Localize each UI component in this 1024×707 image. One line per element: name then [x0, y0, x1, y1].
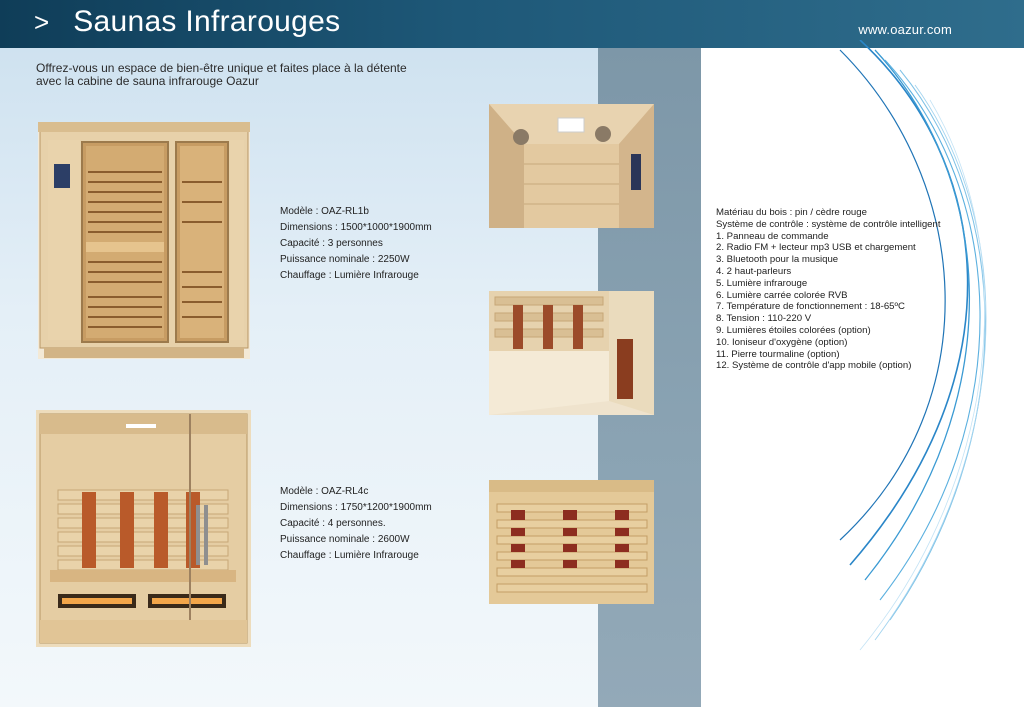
feature-control: Système de contrôle : système de contrôle intelligent — [716, 218, 941, 230]
spec-capacity: Capacité : 3 personnes — [280, 238, 383, 249]
feature-item: 9. Lumières étoiles colorées (option) — [716, 324, 871, 336]
interior-ceiling-photo — [489, 104, 654, 228]
product-specs-2 — [280, 484, 432, 564]
interior-corner-photo — [489, 291, 654, 415]
feature-item: 3. Bluetooth pour la musique — [716, 254, 839, 266]
feature-item: 2. Radio FM + lecteur mp3 USB et chargement — [716, 242, 916, 254]
sauna-oaz-rl1b-image — [38, 122, 250, 359]
spec-model: Modèle : OAZ-RL4c — [280, 486, 369, 497]
spec-model: Modèle : OAZ-RL1b — [280, 206, 369, 217]
feature-item: 5. Lumière infrarouge — [716, 277, 808, 289]
interior-heater-panel-photo — [489, 480, 654, 604]
feature-item: 11. Pierre tourmaline (option) — [716, 348, 840, 360]
feature-item: 6. Lumière carrée colorée RVB — [716, 289, 848, 301]
chevron-right-icon: > — [34, 7, 50, 37]
feature-item: 1. Panneau de commande — [716, 230, 829, 242]
spec-dimensions: Dimensions : 1750*1200*1900mm — [280, 502, 432, 513]
feature-item: 12. Système de contrôle d'app mobile (option) — [716, 360, 912, 372]
spec-power: Puissance nominale : 2600W — [280, 534, 410, 545]
spec-capacity: Capacité : 4 personnes. — [280, 518, 386, 529]
feature-item: 10. Ioniseur d'oxygène (option) — [716, 336, 848, 348]
feature-item: 4. 2 haut-parleurs — [716, 265, 792, 277]
intro-text — [36, 62, 466, 88]
spec-heating: Chauffage : Lumière Infrarouge — [280, 550, 419, 561]
intro-line-1: Offrez-vous un espace de bien-être unique et faites place à la détente — [36, 61, 407, 75]
feature-item: 8. Tension : 110-220 V — [716, 313, 812, 325]
feature-item: 7. Température de fonctionnement : 18-65ºC — [716, 301, 905, 313]
feature-material: Matériau du bois : pin / cèdre rouge — [716, 207, 867, 218]
spec-power: Puissance nominale : 2250W — [280, 254, 410, 265]
intro-line-2: avec la cabine de sauna infrarouge Oazur — [36, 74, 259, 88]
page-title: Saunas Infrarouges — [73, 5, 341, 38]
product-specs-1 — [280, 204, 432, 284]
spec-dimensions: Dimensions : 1500*1000*1900mm — [280, 222, 432, 233]
sauna-oaz-rl4c-image — [36, 410, 251, 647]
website-url: www.oazur.com — [858, 22, 952, 37]
spec-heating: Chauffage : Lumière Infrarouge — [280, 270, 419, 281]
features-list — [716, 207, 941, 372]
title-group — [34, 4, 340, 40]
